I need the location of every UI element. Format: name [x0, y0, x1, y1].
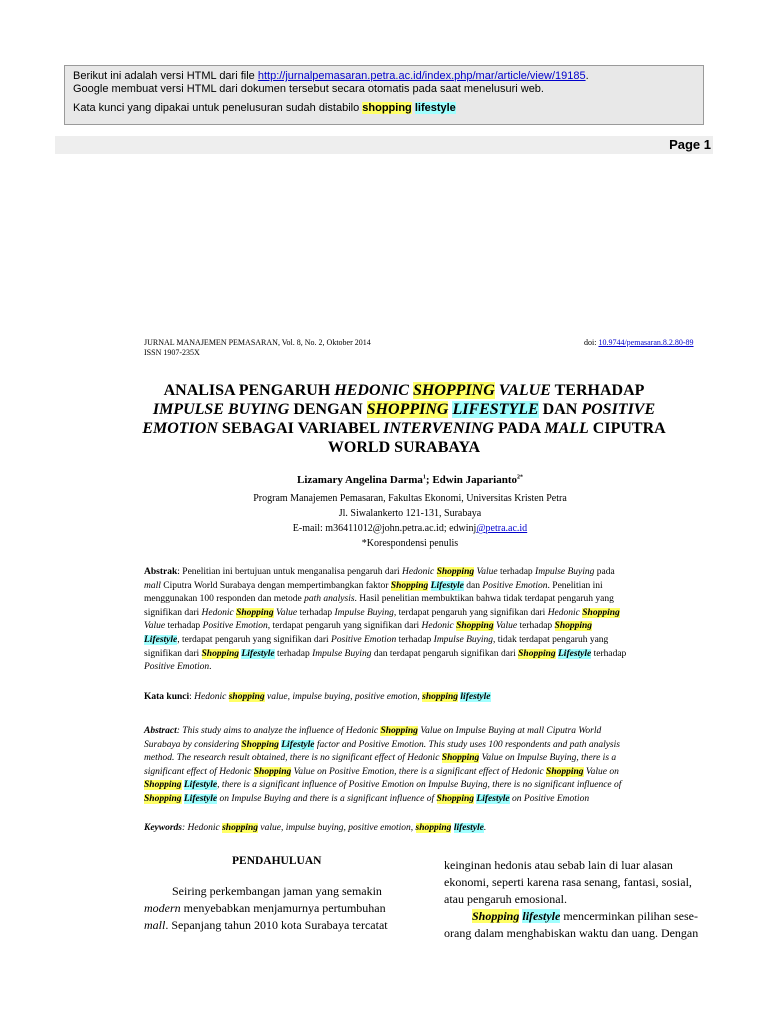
abstract-paragraph: Abstract: This study aims to analyze the influence of Hedonic Shopping Value on Impulse Buying at mall Ciputra World Surabaya by considering Shopping Lifestyle factor and Positive Emotion. This study uses 100 respondents and path analysis method. The research result obtained, there is no significant effect of Hedonic Shopping Value on Impulse Buying, there is a significant effect of Hedonic Shopping Value on Positive Emotion, there is a significant effect of Hedonic Shopping Value on Shopping Lifestyle, there is a significant influence of Positive Emotion on Impulse Buying, there is no significant influence of Shopping Lifestyle on Impulse Buying and there is a significant influence of Shopping Lifestyle on Positive Emotion — [144, 726, 622, 804]
banner-line-1: Berikut ini adalah versi HTML dari file http://jurnalpemasaran.petra.ac.id/index.php/mar/article/view/19185. — [73, 70, 589, 82]
body-left-column: Seiring perkembangan jaman yang semakin modern menyebabkan menjamurnya pertumbuhan mall. Sepanjang tahun 2010 kota Surabaya tercatat — [144, 884, 388, 932]
keywords-line: Keywords: Hedonic shopping value, impulse buying, positive emotion, shopping lifestyle. — [144, 823, 487, 833]
author-list: Lizamary Angelina Darma$^1$; Edwin Japarianto$^{2*}$ — [297, 474, 523, 486]
journal-doi: doi: 10.9744/pemasaran.8.2.80-89 — [584, 338, 694, 347]
author-affiliation: Program Manajemen Pemasaran, Fakultas Ekonomi, Universitas Kristen Petra Jl. Siwalankerto 121-131, Surabaya E-mail: m36411012@john.petra.ac.id; edwinj@petra.ac.id *Korespondensi penulis — [253, 493, 567, 549]
page-header-bar — [55, 136, 713, 154]
source-file-link[interactable]: http://jurnalpemasaran.petra.ac.id/index.php/mar/article/view/19185 — [257, 70, 586, 82]
page-number-label: Page 1 — [669, 137, 711, 152]
banner-line-2: Google membuat versi HTML dari dokumen tersebut secara otomatis pada saat menelusuri web. — [73, 83, 544, 95]
journal-issn: ISSN 1907-235X — [144, 348, 200, 357]
journal-header: JURNAL MANAJEMEN PEMASARAN, Vol. 8, No. 2, Oktober 2014 — [144, 338, 371, 347]
paper-title: ANALISA PENGARUH HEDONIC SHOPPING VALUE TERHADAP IMPULSE BUYING DENGAN SHOPPING LIFESTYLE DAN POSITIVE EMOTION SEBAGAI VARIABEL INTERVENING PADA MALL CIPUTRA WORLD SURABAYA — [142, 382, 666, 456]
google-cache-banner — [64, 65, 704, 125]
keyword-highlight-lifestyle: lifestyle — [414, 102, 456, 114]
banner-keywords-line: Kata kunci yang dipakai untuk penelusuran sudah distabilo shopping lifestyle — [73, 102, 456, 114]
section-heading-pendahuluan: PENDAHULUAN — [232, 855, 322, 867]
keyword-highlight-shopping: shopping — [362, 102, 412, 114]
body-right-column: keinginan hedonis atau sebab lain di luar alasan ekonomi, seperti karena rasa senang, fantasi, sosial, atau pengaruh emosional. Shopping lifestyle mencerminkan pilihan sese- orang dalam menghabiskan waktu dan uang. Dengan — [444, 858, 699, 940]
kata-kunci-line: Kata kunci: Hedonic shopping value, impulse buying, positive emotion, shopping lifestyle — [144, 692, 491, 702]
abstrak-paragraph: Abstrak: Penelitian ini bertujuan untuk menganalisa pengaruh dari Hedonic Shopping Value terhadap Impulse Buying pada mall Ciputra World Surabaya dengan mempertimbangkan faktor Shopping Lifestyle dan Positive Emotion. Penelitian ini menggunakan 100 responden dan metode path analysis. Hasil penelitian membuktikan bahwa tidak terdapat pengaruh yang signifikan dari Hedonic Shopping Value terhadap Impulse Buying, terdapat pengaruh yang signifikan dari Hedonic Shopping Value terhadap Positive Emotion, terdapat pengaruh yang signifikan dari Hedonic Shopping Value terhadap Shopping Lifestyle, terdapat pengaruh yang signifikan dari Positive Emotion terhadap Impulse Buying, tidak terdapat pengaruh yang signifikan dari Shopping Lifestyle terhadap Impulse Buying dan terdapat pengaruh signifikan dari Shopping Lifestyle terhadap Positive Emotion. — [144, 567, 627, 673]
doi-link[interactable]: 10.9744/pemasaran.8.2.80-89 — [598, 338, 694, 347]
email-link[interactable]: @petra.ac.id — [476, 523, 528, 534]
